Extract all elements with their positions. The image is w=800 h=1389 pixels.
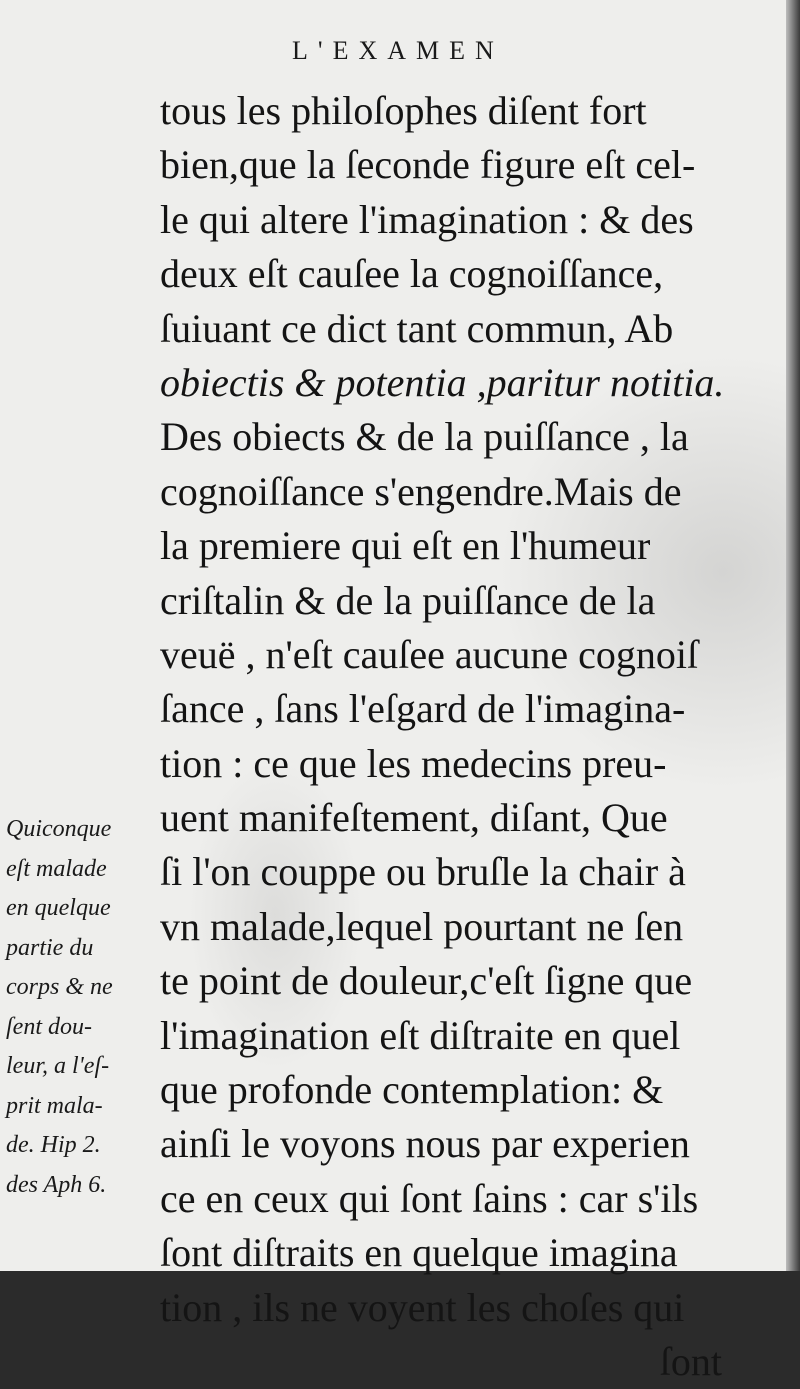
margin-note-line: Quiconque	[6, 816, 112, 842]
text-line: tion , ils ne voyent les choſes qui	[160, 1284, 685, 1330]
text-line: deux eſt cauſee la cognoiſſance,	[160, 251, 664, 297]
text-line: bien,que la ſeconde figure eſt cel-	[160, 142, 696, 188]
margin-note-line: corps & ne	[6, 974, 113, 1000]
text-line: la premiere qui eſt en l'humeur	[160, 523, 651, 569]
text-line: ſance , ſans l'eſgard de l'imagina-	[160, 686, 686, 732]
text-line: tion : ce que les medecins preu-	[160, 740, 667, 786]
margin-note-line: prit mala-	[6, 1092, 103, 1119]
running-head: L'EXAMEN	[292, 36, 504, 65]
text-line: uent manifeſtement, diſant, Que	[160, 795, 668, 841]
margin-note-line: en quelque	[6, 895, 111, 921]
margin-note-line: ſent dou-	[6, 1013, 92, 1040]
text-line: te point de douleur,c'eſt ſigne que	[160, 958, 693, 1004]
text-line: ſont diſtraits en quelque imagina	[160, 1230, 678, 1276]
margin-note-line: partie du	[6, 934, 94, 961]
text-line: vn malade,lequel pourtant ne ſen	[160, 903, 684, 949]
text-line: ſuiuant ce dict tant commun, Ab	[160, 305, 674, 351]
text-line: le qui altere l'imagination : & des	[160, 196, 694, 242]
text-line-latin-quote: obiectis & potentia ,paritur notitia.	[160, 359, 725, 405]
marginal-note	[6, 810, 156, 1205]
text-line: l'imagination eſt diſtraite en quel	[160, 1012, 681, 1058]
text-line: criſtalin & de la puiſſance de la	[160, 577, 656, 623]
page-edge-shadow	[786, 0, 800, 1271]
margin-note-line: de. Hip 2.	[6, 1132, 101, 1158]
text-line: ainſi le voyons nous par experien	[160, 1121, 690, 1167]
catchword: ſont	[659, 1338, 722, 1384]
text-line: ce en ceux qui ſont ſains : car s'ils	[160, 1175, 699, 1221]
text-line: que profonde contemplation: &	[160, 1067, 664, 1113]
text-line: cognoiſſance s'engendre.Mais de	[160, 468, 682, 514]
text-line: tous les philoſophes diſent fort	[160, 88, 647, 133]
margin-note-line: eſt malade	[6, 855, 107, 882]
main-text-block	[160, 84, 730, 1389]
margin-note-line: leur, a l'eſ-	[6, 1053, 110, 1079]
text-line: ſi l'on couppe ou bruſle la chair à	[160, 849, 686, 895]
margin-note-line: des Aph 6.	[6, 1171, 107, 1198]
text-line: Des obiects & de la puiſſance , la	[160, 414, 689, 460]
text-line: veuë , n'eſt cauſee aucune cognoiſ	[160, 631, 699, 677]
